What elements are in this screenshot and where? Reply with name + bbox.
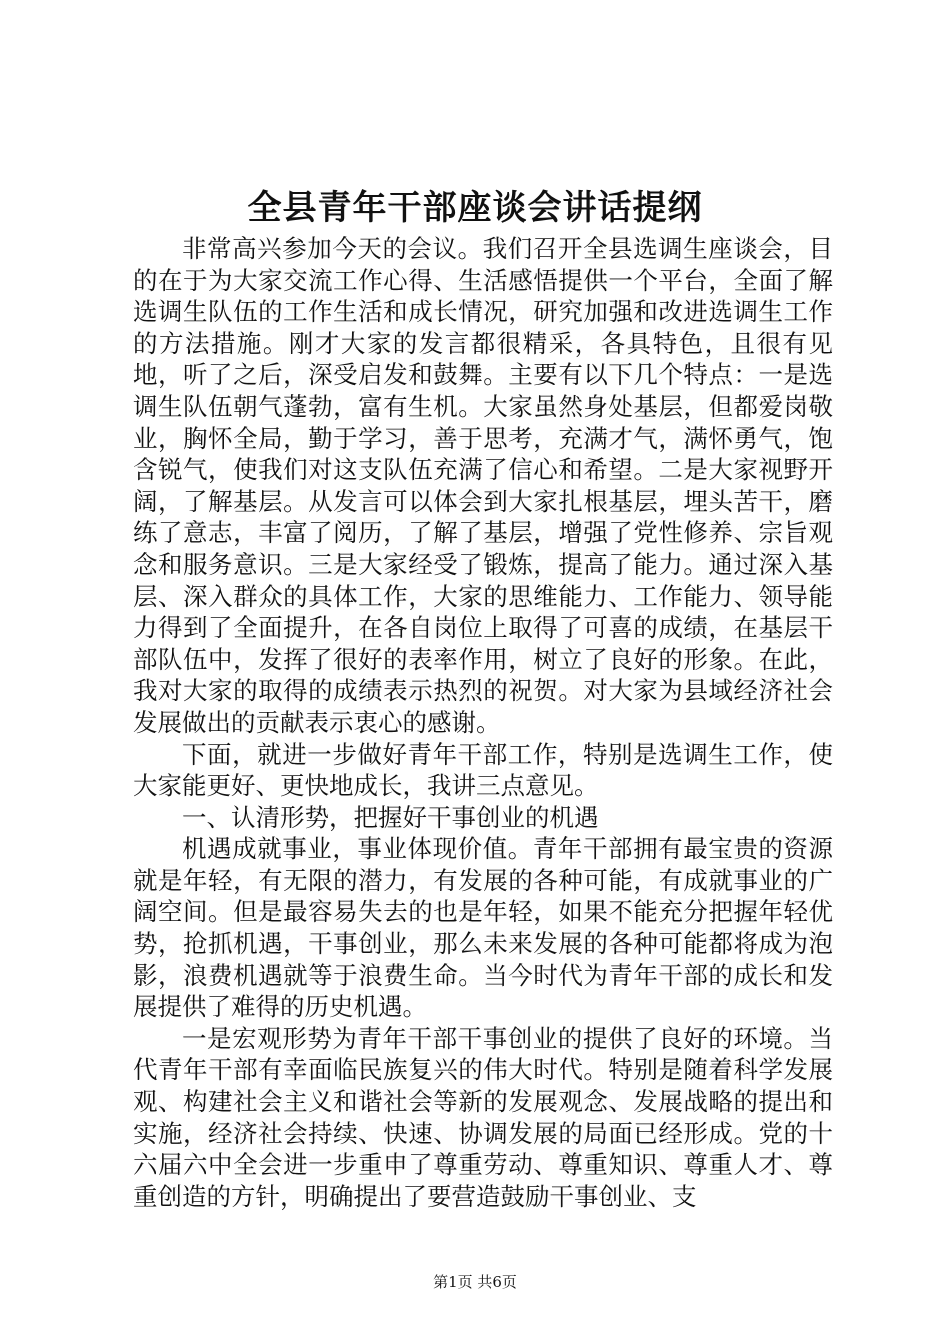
body-paragraph: 一是宏观形势为青年干部干事创业的提供了良好的环境。当代青年干部有幸面临民族复兴的伟大时代。特别是随着科学发展观、构建社会主义和谐社会等新的发展观念、发展战略的提出和实施，经济社会持续、快速、协调发展的局面已经形成。党的十六届六中全会进一步重申了尊重劳动、尊重知识、尊重人才、尊重创造的方针，明确提出了要营造鼓励干事创业、支 xyxy=(133,1023,833,1211)
document-body xyxy=(133,233,833,1212)
document-title: 全县青年干部座谈会讲话提纲 xyxy=(247,188,703,228)
body-paragraph: 下面，就进一步做好青年干部工作，特别是选调生工作，使大家能更好、更快地成长，我讲三点意见。 xyxy=(133,739,833,801)
page-footer: 第1页 共6页 xyxy=(433,1273,517,1291)
body-paragraph: 机遇成就事业，事业体现价值。青年干部拥有最宝贵的资源就是年轻，有无限的潜力，有发展的各种可能，有成就事业的广阔空间。但是最容易失去的也是年轻，如果不能充分把握年轻优势，抢抓机遇，干事创业，那么未来发展的各种可能都将成为泡影，浪费机遇就等于浪费生命。当今时代为青年干部的成长和发展提供了难得的历史机遇。 xyxy=(133,834,833,1022)
body-paragraph: 非常高兴参加今天的会议。我们召开全县选调生座谈会，目的在于为大家交流工作心得、生活感悟提供一个平台，全面了解选调生队伍的工作生活和成长情况，研究加强和改进选调生工作的方法措施。刚才大家的发言都很精采，各具特色，且很有见地，听了之后，深受启发和鼓舞。主要有以下几个特点：一是选调生队伍朝气蓬勃，富有生机。大家虽然身处基层，但都爱岗敬业，胸怀全局，勤于学习，善于思考，充满才气，满怀勇气，饱含锐气，使我们对这支队伍充满了信心和希望。二是大家视野开阔，了解基层。从发言可以体会到大家扎根基层，埋头苦干，磨练了意志，丰富了阅历，了解了基层，增强了党性修养、宗旨观念和服务意识。三是大家经受了锻炼，提高了能力。通过深入基层、深入群众的具体工作，大家的思维能力、工作能力、领导能力得到了全面提升，在各自岗位上取得了可喜的成绩，在基层干部队伍中，发挥了很好的表率作用，树立了良好的形象。在此，我对大家的取得的成绩表示热烈的祝贺。对大家为县域经济社会发展做出的贡献表示衷心的感谢。 xyxy=(133,234,833,737)
section-heading: 一、认清形势，把握好干事创业的机遇 xyxy=(182,802,599,832)
